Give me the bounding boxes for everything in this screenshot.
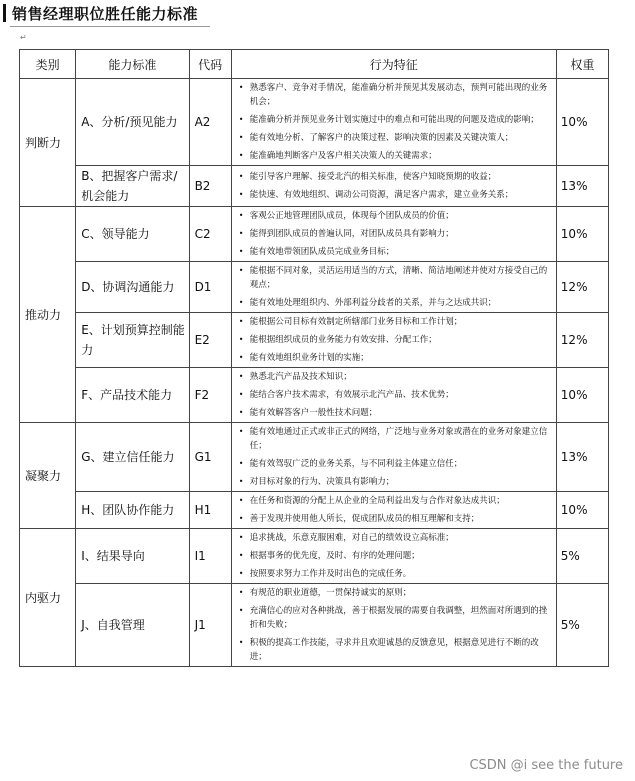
- code-cell: C2: [189, 207, 231, 262]
- feature-item: • 能根据不同对象，灵活运用适当的方式，清晰、简洁地阐述并使对方接受自己的观点；: [232, 262, 556, 294]
- standard-cell: H、团队协作能力: [76, 492, 189, 529]
- code-cell: B2: [189, 166, 231, 207]
- table-row: [20, 423, 609, 492]
- feature-item: • 能准确地判断客户及客户相关决策人的关键需求；: [232, 147, 556, 165]
- table-row: [20, 529, 609, 584]
- header-category: 类别: [20, 50, 76, 79]
- table-row: [20, 313, 609, 368]
- table-row: [20, 368, 609, 423]
- feature-list: [232, 262, 556, 312]
- feature-item: • 能快速、有效地组织、调动公司资源，满足客户需求，建立业务关系；: [232, 186, 556, 204]
- weight-cell: 5%: [556, 529, 608, 584]
- weight-cell: 10%: [556, 492, 608, 529]
- feature-item: • 能根据公司目标有效制定所辖部门业务目标和工作计划；: [232, 313, 556, 331]
- feature-list: [232, 368, 556, 422]
- feature-item: • 能结合客户技术需求，有效展示北汽产品、技术优势；: [232, 386, 556, 404]
- header-weight: 权重: [556, 50, 608, 79]
- table-row: [20, 492, 609, 529]
- standard-cell: J、自我管理: [76, 584, 189, 667]
- feature-item: • 在任务和资源的分配上从企业的全局利益出发与合作对象达成共识；: [232, 492, 556, 510]
- paragraph-mark-icon: ↵: [20, 33, 27, 42]
- code-cell: J1: [189, 584, 231, 667]
- feature-item: • 充满信心的应对各种挑战，善于根据发展的需要自我调整，坦然面对所遇到的挫折和失败；: [232, 602, 556, 634]
- features-cell: [231, 166, 556, 207]
- category-cell: 推动力: [20, 207, 76, 423]
- feature-item: • 能有效地组织业务计划的实施；: [232, 349, 556, 367]
- header-code: 代码: [189, 50, 231, 79]
- features-cell: [231, 207, 556, 262]
- feature-item: • 根据事务的优先度，及时、有序的处理问题；: [232, 547, 556, 565]
- standard-cell: A、分析/预见能力: [76, 79, 189, 166]
- feature-item: • 熟悉北汽产品及技术知识；: [232, 368, 556, 386]
- feature-item: • 能有效地分析、了解客户的决策过程、影响决策的因素及关键决策人；: [232, 129, 556, 147]
- category-cell: 内驱力: [20, 529, 76, 667]
- category-cell: 判断力: [20, 79, 76, 207]
- feature-list: [232, 492, 556, 528]
- page-title: 销售经理职位胜任能力标准: [12, 5, 199, 23]
- weight-cell: 12%: [556, 313, 608, 368]
- features-cell: [231, 423, 556, 492]
- category-cell: 凝聚力: [20, 423, 76, 529]
- title-underline: [10, 26, 210, 27]
- table-row: [20, 166, 609, 207]
- standard-cell: I、结果导向: [76, 529, 189, 584]
- feature-list: [232, 168, 556, 204]
- feature-item: • 能有效解答客户一般性技术问题；: [232, 404, 556, 422]
- feature-list: [232, 423, 556, 491]
- features-cell: [231, 79, 556, 166]
- features-cell: [231, 368, 556, 423]
- table-row: [20, 584, 609, 667]
- features-cell: [231, 492, 556, 529]
- feature-item: • 积极的提高工作技能，寻求并且欢迎诚恳的反馈意见，根据意见进行不断的改进；: [232, 634, 556, 666]
- features-cell: [231, 262, 556, 313]
- feature-list: [232, 529, 556, 583]
- table-row: [20, 262, 609, 313]
- code-cell: D1: [189, 262, 231, 313]
- feature-item: • 能准确分析并预见业务计划实施过中的难点和可能出现的问题及造成的影响；: [232, 111, 556, 129]
- standard-cell: F、产品技术能力: [76, 368, 189, 423]
- feature-item: • 对目标对象的行为、决策具有影响力；: [232, 473, 556, 491]
- feature-item: • 善于发现并使用他人所长，促成团队成员的相互理解和支持；: [232, 510, 556, 528]
- header-standard: 能力标准: [76, 50, 189, 79]
- weight-cell: 13%: [556, 423, 608, 492]
- code-cell: F2: [189, 368, 231, 423]
- feature-item: • 能有效驾驭广泛的业务关系，与不同利益主体建立信任；: [232, 455, 556, 473]
- competency-table: [19, 49, 609, 667]
- table-header-row: [20, 50, 609, 79]
- feature-list: [232, 207, 556, 261]
- code-cell: G1: [189, 423, 231, 492]
- feature-item: • 能根据组织成员的业务能力有效安排、分配工作；: [232, 331, 556, 349]
- feature-item: • 追求挑战，乐意克服困难，对自己的绩效设立高标准；: [232, 529, 556, 547]
- header-features: 行为特征: [231, 50, 556, 79]
- table-row: [20, 207, 609, 262]
- title-marker: [3, 4, 6, 22]
- feature-list: [232, 313, 556, 367]
- features-cell: [231, 313, 556, 368]
- code-cell: E2: [189, 313, 231, 368]
- weight-cell: 10%: [556, 207, 608, 262]
- table-row: [20, 79, 609, 166]
- feature-list: [232, 584, 556, 666]
- table-body: [20, 79, 609, 667]
- weight-cell: 5%: [556, 584, 608, 667]
- feature-item: • 能得到团队成员的普遍认同，对团队成员具有影响力；: [232, 225, 556, 243]
- weight-cell: 10%: [556, 368, 608, 423]
- code-cell: H1: [189, 492, 231, 529]
- feature-item: • 能引导客户理解、接受北汽的相关标准，使客户知晓预期的收益；: [232, 168, 556, 186]
- features-cell: [231, 529, 556, 584]
- feature-item: • 能有效地处理组织内、外部利益分歧者的关系，并与之达成共识；: [232, 294, 556, 312]
- code-cell: I1: [189, 529, 231, 584]
- title-area: [0, 0, 635, 28]
- weight-cell: 13%: [556, 166, 608, 207]
- weight-cell: 12%: [556, 262, 608, 313]
- feature-item: • 按照要求努力工作并及时出色的完成任务。: [232, 565, 556, 583]
- standard-cell: D、协调沟通能力: [76, 262, 189, 313]
- weight-cell: 10%: [556, 79, 608, 166]
- feature-list: [232, 79, 556, 165]
- features-cell: [231, 584, 556, 667]
- watermark: CSDN @i see the future: [469, 758, 623, 773]
- standard-cell: E、计划预算控制能力: [76, 313, 189, 368]
- code-cell: A2: [189, 79, 231, 166]
- feature-item: • 有规范的职业道德，一贯保持诚实的原则；: [232, 584, 556, 602]
- standard-cell: G、建立信任能力: [76, 423, 189, 492]
- feature-item: • 能有效地带领团队成员完成业务目标；: [232, 243, 556, 261]
- feature-item: • 熟悉客户、竞争对手情况，能准确分析并预见其发展动态，预判可能出现的业务机会；: [232, 79, 556, 111]
- feature-item: • 客观公正地管理团队成员，体现每个团队成员的价值；: [232, 207, 556, 225]
- feature-item: • 能有效地通过正式或非正式的网络，广泛地与业务对象或潜在的业务对象建立信任；: [232, 423, 556, 455]
- standard-cell: C、领导能力: [76, 207, 189, 262]
- standard-cell: B、把握客户需求/机会能力: [76, 166, 189, 207]
